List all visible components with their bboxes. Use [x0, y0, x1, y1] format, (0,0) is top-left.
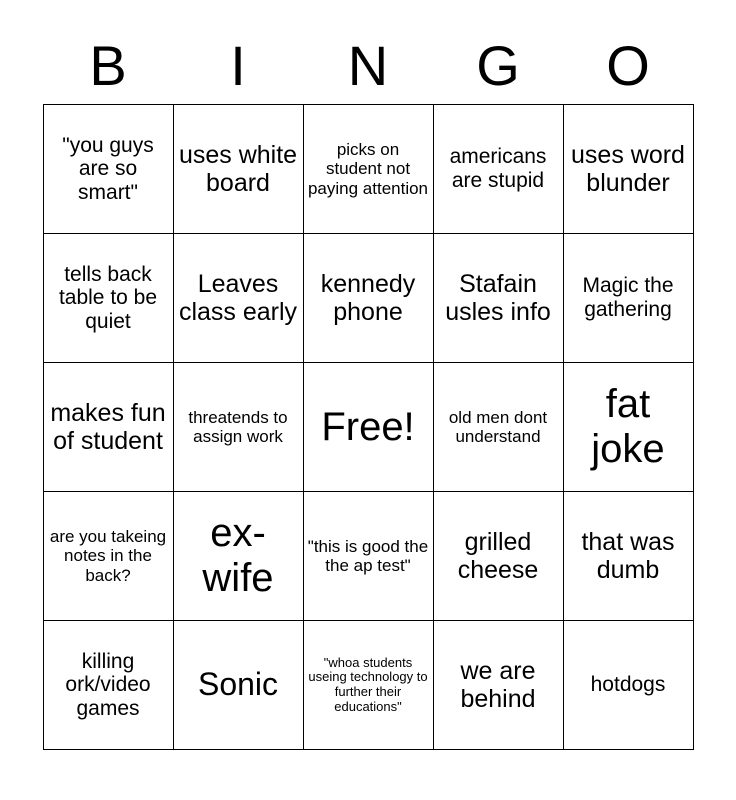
bingo-cell[interactable]: tells back table to be quiet: [43, 234, 173, 363]
bingo-cell[interactable]: grilled cheese: [433, 492, 563, 621]
header-letter-o: O: [606, 34, 650, 97]
bingo-cell[interactable]: uses white board: [173, 105, 303, 234]
header-letter-i: I: [230, 34, 246, 97]
bingo-cell-free[interactable]: Free!: [303, 363, 433, 492]
header-letter-b: B: [89, 34, 127, 97]
bingo-row: [43, 363, 693, 492]
bingo-cell[interactable]: that was dumb: [563, 492, 693, 621]
bingo-row: [43, 105, 693, 234]
bingo-cell[interactable]: are you takeing notes in the back?: [43, 492, 173, 621]
bingo-cell[interactable]: old men dont understand: [433, 363, 563, 492]
bingo-cell[interactable]: Leaves class early: [173, 234, 303, 363]
bingo-cell[interactable]: "whoa students useing technology to further their educations": [303, 621, 433, 750]
bingo-cell[interactable]: makes fun of student: [43, 363, 173, 492]
bingo-cell[interactable]: Magic the gathering: [563, 234, 693, 363]
bingo-cell[interactable]: uses word blunder: [563, 105, 693, 234]
header-letter-g: G: [476, 34, 520, 97]
bingo-grid: [43, 104, 694, 750]
bingo-cell[interactable]: americans are stupid: [433, 105, 563, 234]
bingo-cell[interactable]: Sonic: [173, 621, 303, 750]
bingo-cell[interactable]: "you guys are so smart": [43, 105, 173, 234]
bingo-cell[interactable]: threatends to assign work: [173, 363, 303, 492]
bingo-cell[interactable]: killing ork/video games: [43, 621, 173, 750]
bingo-row: [43, 621, 693, 750]
header-letter-n: N: [347, 34, 389, 97]
bingo-cell[interactable]: we are behind: [433, 621, 563, 750]
bingo-cell[interactable]: ex-wife: [173, 492, 303, 621]
bingo-cell[interactable]: fat joke: [563, 363, 693, 492]
bingo-cell[interactable]: "this is good the the ap test": [303, 492, 433, 621]
bingo-cell[interactable]: Stafain usles info: [433, 234, 563, 363]
bingo-cell[interactable]: picks on student not paying attention: [303, 105, 433, 234]
bingo-header: [43, 0, 693, 98]
bingo-cell[interactable]: hotdogs: [563, 621, 693, 750]
bingo-row: [43, 234, 693, 363]
bingo-row: [43, 492, 693, 621]
bingo-cell[interactable]: kennedy phone: [303, 234, 433, 363]
